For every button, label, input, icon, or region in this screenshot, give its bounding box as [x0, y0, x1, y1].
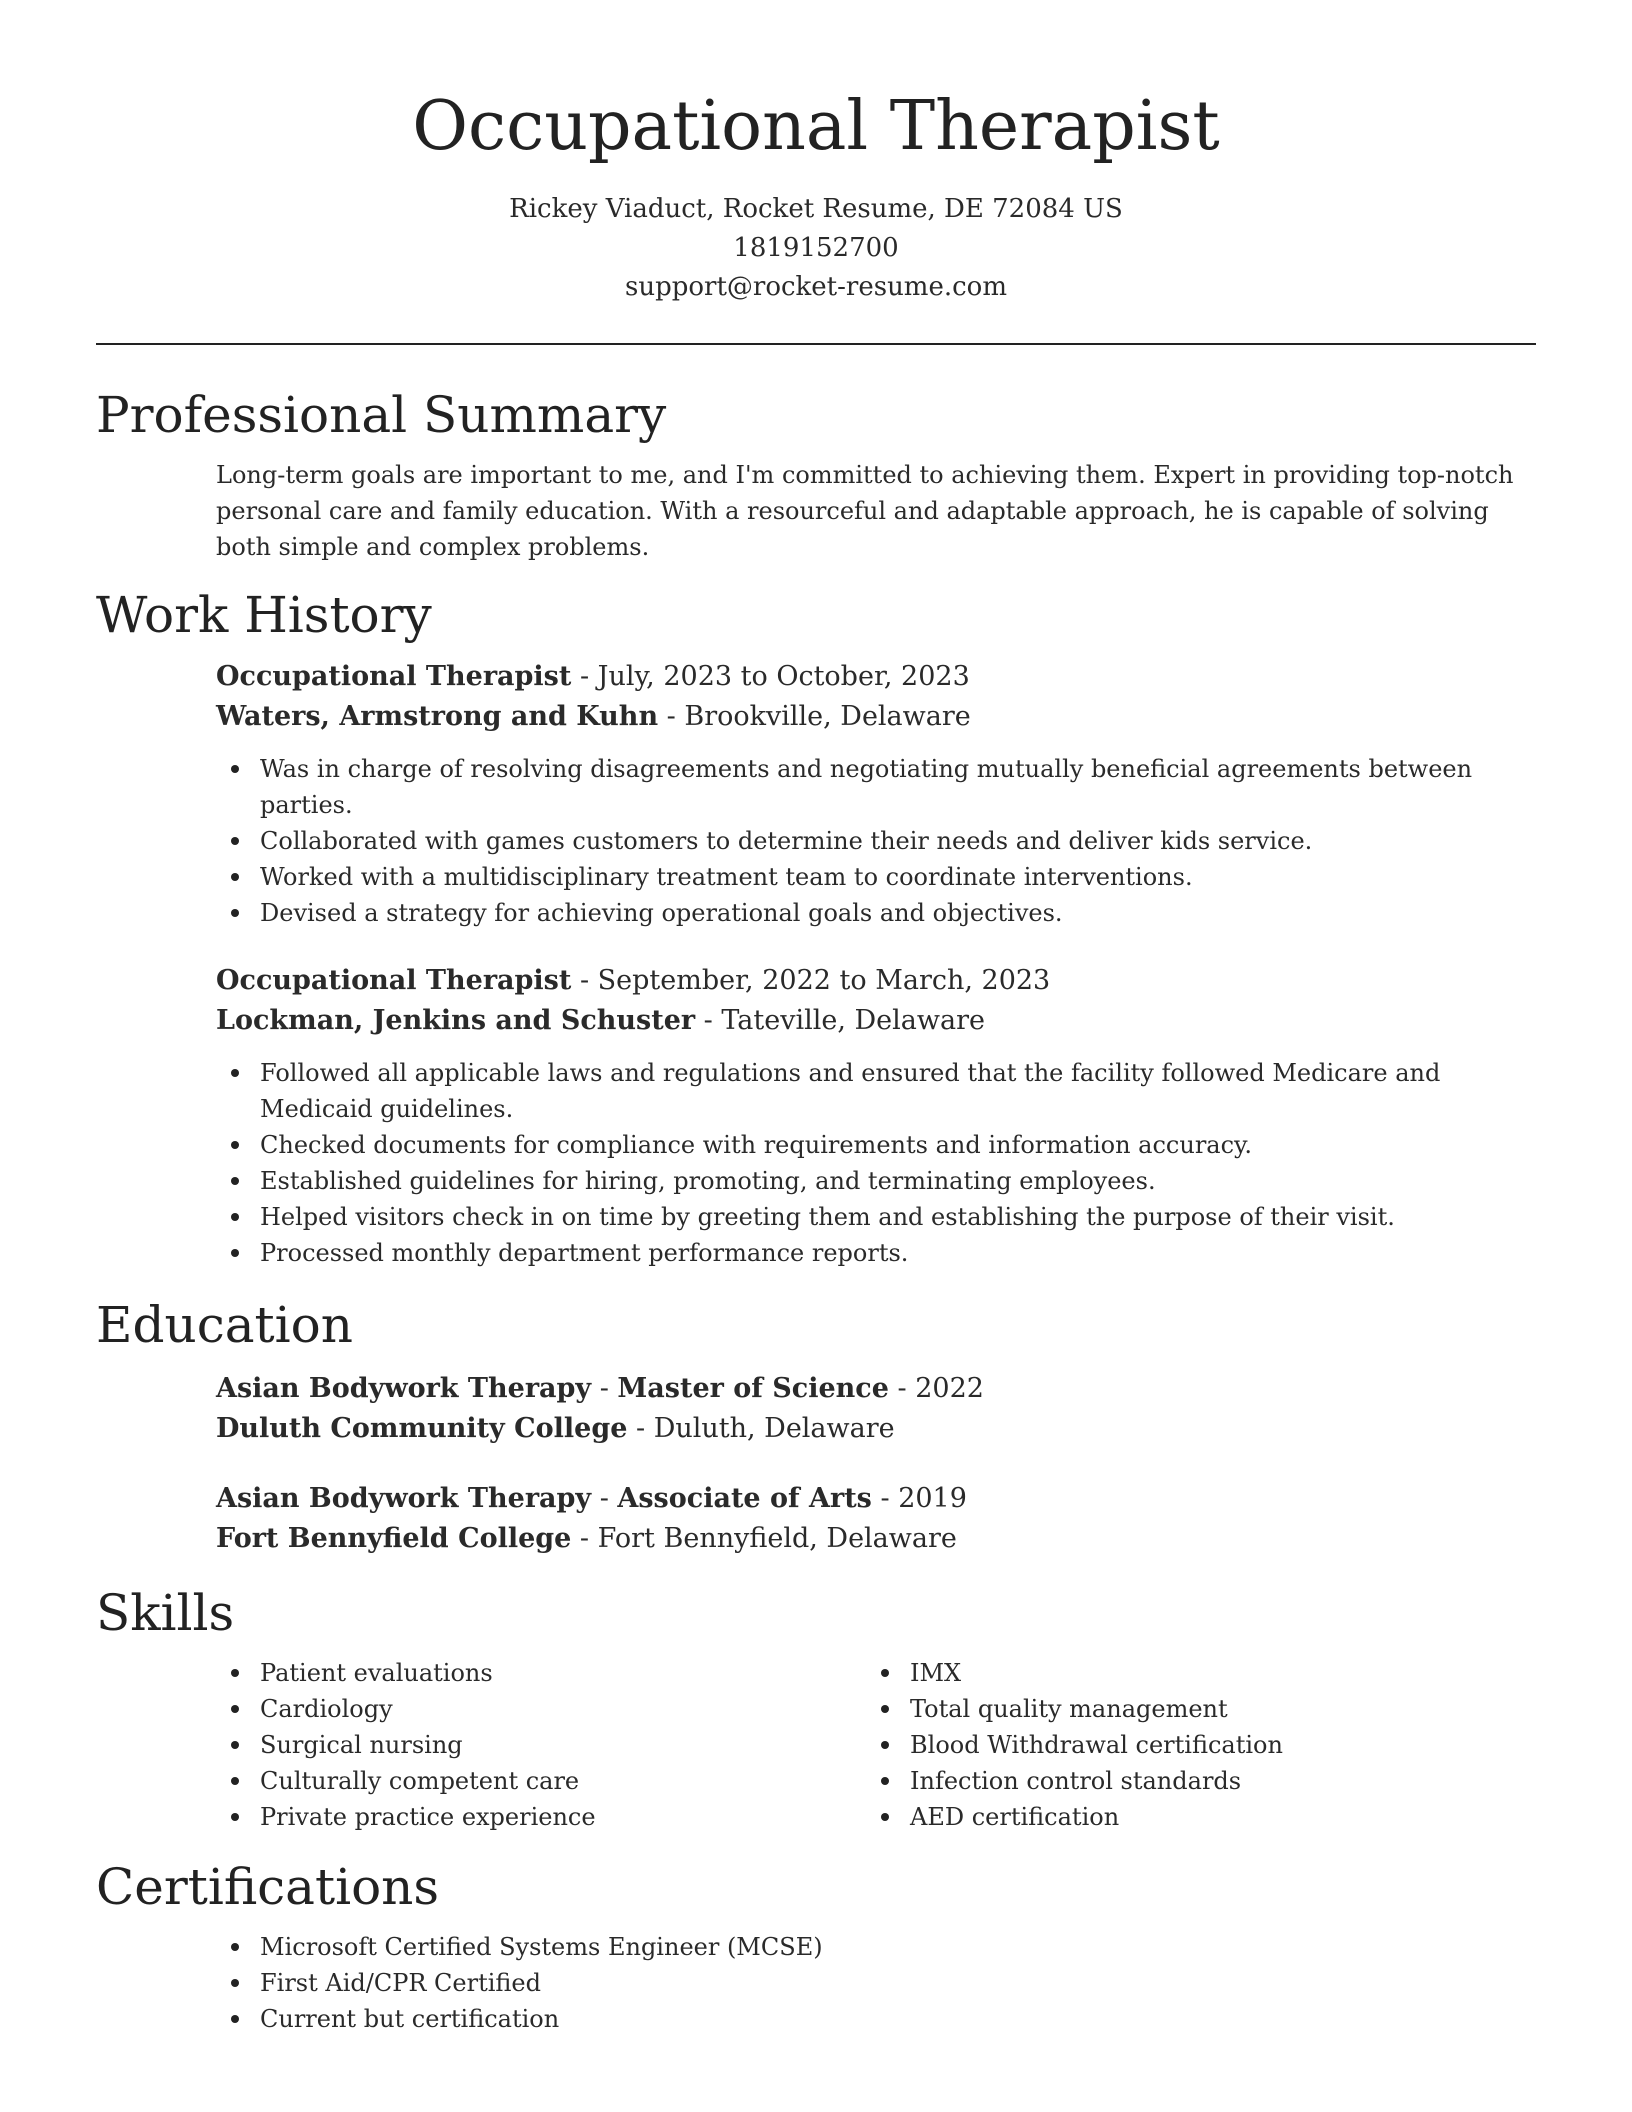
education-year: 2022 — [915, 1373, 984, 1404]
education-entry — [216, 1479, 1536, 1559]
job-separator: - — [695, 1005, 722, 1036]
job-dates: September, 2022 to March, 2023 — [597, 965, 1051, 996]
job-role: Occupational Therapist — [216, 661, 572, 692]
education-degree: Associate of Arts — [617, 1483, 872, 1514]
job-company: Waters, Armstrong and Kuhn — [216, 701, 659, 732]
job-company-line — [216, 1001, 1536, 1041]
job-bullets — [216, 1055, 1536, 1271]
resume-header — [96, 0, 1536, 307]
list-item: Processed monthly department performance reports. — [216, 1235, 1536, 1271]
contact-email: support@rocket-resume.com — [624, 272, 1007, 302]
education-section — [96, 1369, 1536, 1559]
section-title-work-history: Work History — [96, 586, 432, 644]
contact-address: Rickey Viaduct, Rocket Resume, DE 72084 US — [509, 194, 1123, 224]
list-item: Surgical nursing — [216, 1727, 866, 1763]
list-item: First Aid/CPR Certified — [216, 1965, 1536, 2001]
education-location: Fort Bennyfield, Delaware — [597, 1523, 957, 1554]
job-location: Brookville, Delaware — [684, 701, 971, 732]
skills-section — [96, 1655, 1536, 1835]
education-separator: - — [591, 1373, 618, 1404]
list-item: Cardiology — [216, 1691, 866, 1727]
list-item: Private practice experience — [216, 1799, 866, 1835]
list-item: Blood Withdrawal certification — [866, 1727, 1516, 1763]
education-school-line — [216, 1409, 1536, 1449]
section-title-skills: Skills — [96, 1584, 235, 1642]
section-title-certifications: Certifications — [96, 1858, 440, 1916]
skills-list-right — [866, 1655, 1516, 1835]
job-company-line — [216, 697, 1536, 737]
page-title: Occupational Therapist — [412, 87, 1220, 166]
list-item: Devised a strategy for achieving operational goals and objectives. — [216, 895, 1536, 931]
job-entry — [216, 657, 1536, 931]
job-separator: - — [571, 965, 598, 996]
list-item: Collaborated with games customers to determine their needs and deliver kids service. — [216, 823, 1536, 859]
list-item: Infection control standards — [866, 1763, 1516, 1799]
education-degree-line — [216, 1479, 1536, 1519]
education-separator: - — [591, 1483, 618, 1514]
job-dates: July, 2023 to October, 2023 — [597, 661, 970, 692]
list-item: Was in charge of resolving disagreements and negotiating mutually beneficial agreements between parties. — [216, 751, 1536, 823]
education-separator: - — [627, 1413, 654, 1444]
work-history-section — [96, 657, 1536, 1271]
education-year: 2019 — [898, 1483, 967, 1514]
education-separator: - — [888, 1373, 916, 1404]
education-school-line — [216, 1519, 1536, 1559]
list-item: Culturally competent care — [216, 1763, 866, 1799]
job-location: Tateville, Delaware — [721, 1005, 985, 1036]
skills-list-left — [216, 1655, 866, 1835]
education-field: Asian Bodywork Therapy — [216, 1373, 592, 1404]
job-bullets — [216, 751, 1536, 931]
contact-block — [96, 190, 1536, 307]
summary-text: Long-term goals are important to me, and I'm committed to achieving them. Expert in providing top-notch personal care and family education. With a resourceful and adaptable approach, he is capable of solving both simple and complex problems. — [216, 461, 1514, 561]
section-title-education: Education — [96, 1296, 353, 1354]
list-item: Checked documents for compliance with requirements and information accuracy. — [216, 1127, 1536, 1163]
certifications-section — [96, 1929, 1536, 2037]
contact-phone: 1819152700 — [733, 233, 899, 263]
job-role: Occupational Therapist — [216, 965, 572, 996]
education-entry — [216, 1369, 1536, 1449]
list-item: Microsoft Certified Systems Engineer (MCSE) — [216, 1929, 1536, 1965]
list-item: Helped visitors check in on time by greeting them and establishing the purpose of their visit. — [216, 1199, 1536, 1235]
education-separator: - — [871, 1483, 899, 1514]
job-company: Lockman, Jenkins and Schuster — [216, 1005, 696, 1036]
header-divider — [96, 343, 1536, 345]
education-separator: - — [571, 1523, 598, 1554]
list-item: Worked with a multidisciplinary treatment team to coordinate interventions. — [216, 859, 1536, 895]
education-field: Asian Bodywork Therapy — [216, 1483, 592, 1514]
list-item: AED certification — [866, 1799, 1516, 1835]
list-item: Followed all applicable laws and regulations and ensured that the facility followed Medicare and Medicaid guidelines. — [216, 1055, 1536, 1127]
job-title-line — [216, 657, 1536, 697]
job-title-line — [216, 961, 1536, 1001]
education-degree-line — [216, 1369, 1536, 1409]
education-school: Duluth Community College — [216, 1413, 628, 1444]
list-item: Total quality management — [866, 1691, 1516, 1727]
education-school: Fort Bennyfield College — [216, 1523, 572, 1554]
job-separator: - — [571, 661, 598, 692]
list-item: Current but certification — [216, 2001, 1536, 2037]
education-degree: Master of Science — [617, 1373, 889, 1404]
certifications-list — [216, 1929, 1536, 2037]
job-entry — [216, 961, 1536, 1271]
list-item: Established guidelines for hiring, promoting, and terminating employees. — [216, 1163, 1536, 1199]
section-title-summary: Professional Summary — [96, 386, 667, 444]
list-item: IMX — [866, 1655, 1516, 1691]
job-separator: - — [658, 701, 685, 732]
list-item: Patient evaluations — [216, 1655, 866, 1691]
education-location: Duluth, Delaware — [653, 1413, 895, 1444]
summary-section — [96, 457, 1536, 565]
